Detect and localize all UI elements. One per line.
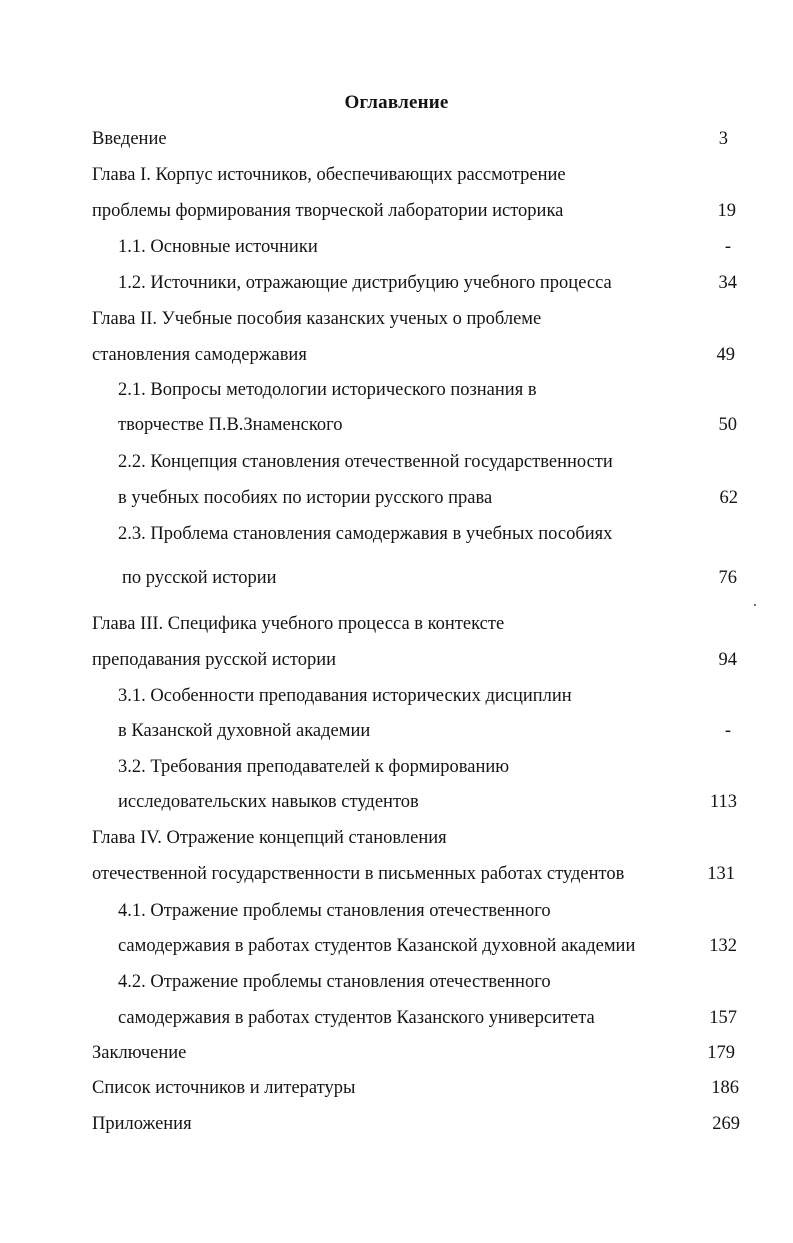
toc-entry-text: 2.1. Вопросы методологии исторического познания в — [118, 380, 537, 400]
toc-entry-page: 186 — [711, 1078, 739, 1098]
toc-entry-page: 94 — [718, 650, 737, 670]
toc-entry-text: Глава I. Корпус источников, обеспечивающих рассмотрение — [92, 165, 566, 185]
scan-speck — [754, 604, 756, 606]
toc-entry-text: 2.3. Проблема становления самодержавия в учебных пособиях — [118, 524, 613, 544]
toc-entry-page: 19 — [717, 201, 736, 221]
toc-entry-text: становления самодержавия — [92, 345, 307, 365]
toc-entry-text: Приложения — [92, 1114, 192, 1134]
toc-entry-text: преподавания русской истории — [92, 650, 336, 670]
toc-entry-page: 179 — [707, 1043, 735, 1063]
toc-entry-text: в Казанской духовной академии — [118, 721, 371, 741]
toc-entry-page: 3 — [718, 129, 728, 149]
toc-entry-text: Глава IV. Отражение концепций становления — [92, 828, 447, 848]
toc-entry-page: 113 — [709, 792, 737, 812]
toc-entry-text: Введение — [92, 129, 167, 149]
toc-entry-page: 76 — [718, 568, 737, 588]
toc-entry-text: 1.2. Источники, отражающие дистрибуцию учебного процесса — [118, 273, 612, 293]
toc-entry-text: отечественной государственности в письменных работах студентов — [92, 864, 625, 884]
toc-entry-page: 50 — [718, 415, 737, 435]
toc-entry-page: 157 — [709, 1008, 737, 1028]
toc-entry-page: 62 — [719, 488, 738, 508]
toc-entry-text: в учебных пособиях по истории русского права — [118, 488, 493, 508]
toc-entry-text: самодержавия в работах студентов Казанской духовной академии — [118, 936, 636, 956]
toc-entry-text: 2.2. Концепция становления отечественной государственности — [118, 452, 613, 472]
toc-entry-text: по русской истории — [122, 568, 277, 588]
toc-entry-page: 132 — [709, 936, 737, 956]
toc-entry-text: Заключение — [92, 1043, 187, 1063]
toc-entry-text: 3.2. Требования преподавателей к формированию — [118, 757, 510, 777]
toc-entry-text: самодержавия в работах студентов Казанского университета — [118, 1008, 595, 1028]
toc-entry-text: Глава II. Учебные пособия казанских ученых о проблеме — [92, 309, 542, 329]
toc-entry-page: 131 — [707, 864, 735, 884]
toc-entry-text: Глава III. Специфика учебного процесса в контексте — [92, 614, 505, 634]
toc-entry-page: - — [724, 237, 731, 257]
toc-entry-text: 3.1. Особенности преподавания исторических дисциплин — [118, 686, 572, 706]
toc-entry-text: Список источников и литературы — [92, 1078, 356, 1098]
toc-entry-text: творчестве П.В.Знаменского — [118, 415, 343, 435]
toc-entry-text: исследовательских навыков студентов — [118, 792, 419, 812]
toc-entry-page: 49 — [716, 345, 735, 365]
toc-entry-text: проблемы формирования творческой лаборатории историка — [92, 201, 564, 221]
toc-entry-page: 269 — [712, 1114, 740, 1134]
toc-entry-page: - — [724, 721, 731, 741]
toc-entry-text: 4.1. Отражение проблемы становления отечественного — [118, 901, 551, 921]
toc-entry-text: 1.1. Основные источники — [118, 237, 318, 257]
toc-entry-text: 4.2. Отражение проблемы становления отечественного — [118, 972, 551, 992]
toc-entry-page: 34 — [718, 273, 737, 293]
page-title: Оглавление — [344, 92, 449, 113]
